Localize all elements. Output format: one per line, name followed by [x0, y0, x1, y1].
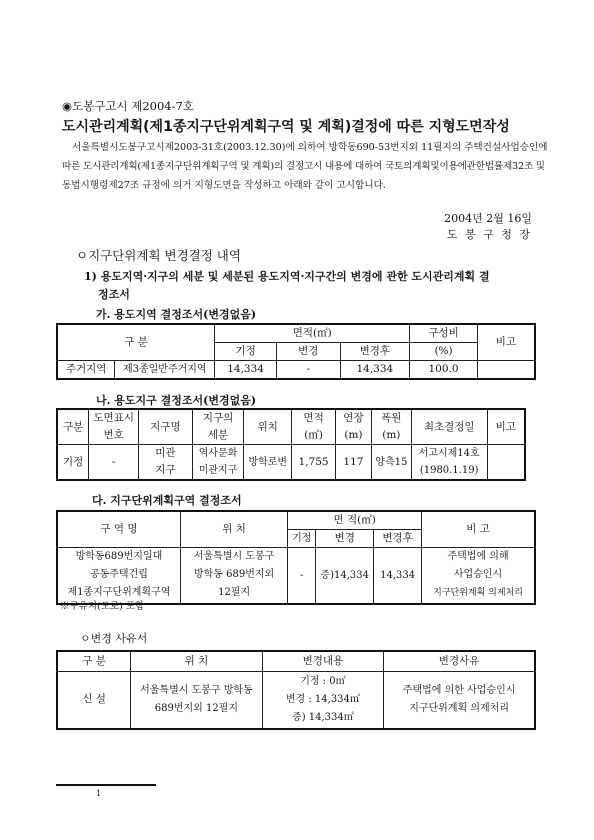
header-change: 변경	[316, 530, 374, 548]
reason-heading: ㅇ변경 사유서	[80, 632, 148, 645]
table-row	[57, 671, 535, 729]
cell-zone-name	[57, 548, 180, 604]
header-location: 위 치	[131, 651, 262, 671]
cell-division: 신 설	[57, 671, 131, 729]
change-reason-table	[56, 650, 536, 730]
loc-line2: 방학동 689번지외	[193, 569, 275, 581]
detail-line1: 지구의	[202, 412, 234, 424]
area-line1: 면적	[303, 412, 324, 424]
cell-detail	[192, 445, 244, 481]
cell-remark	[422, 548, 535, 604]
header-width	[371, 409, 411, 445]
map-number-line1: 도면표시	[93, 412, 134, 424]
cell-division: 기정	[57, 445, 89, 481]
cell-area: 1,755	[292, 445, 336, 481]
header-district-detail	[192, 409, 244, 445]
cell-zone-detail: 제3종일반주거지역	[115, 361, 215, 380]
content-line2: 변경 : 14,334㎡	[285, 693, 360, 705]
width-line2: (m)	[382, 429, 401, 441]
cell-content	[262, 671, 384, 729]
cell-length: 117	[336, 445, 372, 481]
area-line2: (㎡)	[304, 429, 323, 441]
header-division: 구 분	[57, 651, 131, 671]
use-district-table	[56, 408, 526, 481]
land-use-zone-table	[56, 323, 536, 380]
cell-existing: 14,334	[215, 361, 277, 380]
header-remark: 비 고	[422, 511, 535, 548]
body-paragraph	[62, 138, 548, 195]
content-line1: 기정 : 0㎡	[300, 675, 346, 687]
zone-line2: 공동주택건립	[89, 569, 148, 581]
district-unit-plan-table	[56, 510, 536, 605]
cell-after: 14,334	[374, 548, 422, 604]
header-district-name: 지구명	[139, 409, 193, 445]
cell-change: 증)14,334	[316, 548, 374, 604]
remark-line3: 지구단위계획 의제처리	[433, 588, 523, 599]
header-remark: 비고	[487, 409, 525, 445]
zone-line1: 방학동689번지일대	[75, 551, 163, 563]
cell-width: 양측15	[371, 445, 411, 481]
header-division: 구분	[57, 409, 89, 445]
table-ga-title: 가. 용도지역 결정조서(변경없음)	[96, 308, 257, 321]
loc-line3: 12필지	[218, 587, 251, 599]
detail-line2: 세분	[207, 429, 229, 441]
width-line1: 폭원	[381, 412, 402, 424]
reason-loc-line1: 서울특별시 도봉구 방학동	[140, 684, 253, 696]
cell-location	[180, 548, 287, 604]
reason-line1: 주택법에 의한 사업승인시	[402, 684, 516, 696]
cell-existing: -	[288, 548, 316, 604]
footer-rule	[56, 784, 156, 786]
notice-number: ◉도봉구고시 제2004-7호	[62, 99, 194, 113]
district-line1: 미관	[155, 447, 176, 459]
reason-line2: 지구단위계획 의제처리	[409, 702, 509, 714]
cell-location	[131, 671, 262, 729]
header-area: 면 적(㎡)	[288, 511, 422, 530]
length-line1: 연장	[343, 412, 364, 424]
issuing-office: 도 봉 구 청 장	[446, 228, 532, 241]
table-row	[57, 548, 535, 604]
page-number: 1	[96, 789, 102, 798]
header-zone-name: 구 역 명	[57, 511, 180, 548]
length-line2: (m)	[344, 429, 363, 441]
header-existing: 기정	[288, 530, 316, 548]
subsection-heading	[84, 268, 536, 304]
cell-location: 방학로변	[244, 445, 292, 481]
header-map-number	[89, 409, 139, 445]
body-line-2: 따른 도시관리계획(제1종지구단위계획구역 및 계획)의 결정고시 내용에 대하여 국토의계획및이용에관한법률제32조 및	[62, 161, 545, 172]
initial-line2: (1980.1.19)	[419, 465, 479, 476]
cell-remark	[487, 445, 525, 481]
header-ratio: 구성비	[410, 324, 478, 343]
notice-date: 2004년 2월 16일	[444, 212, 532, 225]
header-location: 위치	[244, 409, 292, 445]
cell-remark	[477, 361, 535, 380]
zone-line3: 제1종지구단위계획구역	[67, 587, 171, 599]
cell-after: 14,334	[340, 361, 410, 380]
header-remark: 비고	[477, 324, 535, 361]
header-change: 변경	[276, 343, 340, 361]
footnote: ※구유지(도로) 포함	[60, 601, 145, 612]
table-da-title: 다. 지구단위계획구역 결정조서	[92, 494, 242, 507]
header-length	[336, 409, 372, 445]
subsection-heading-line2: 정조서	[98, 288, 130, 301]
header-division: 구 분	[57, 324, 215, 361]
header-initial-decision: 최초결정일	[411, 409, 487, 445]
map-number-line2: 번호	[103, 429, 124, 441]
subsection-heading-line1: 1) 용도지역·지구의 세분 및 세분된 용도지역·지구간의 변경에 관한 도시관리계획 결	[84, 270, 490, 283]
cell-zone: 주거지역	[57, 361, 115, 380]
header-reason: 변경사유	[384, 651, 535, 671]
loc-line1: 서울특별시 도봉구	[193, 551, 275, 563]
table-row	[57, 445, 525, 481]
document-title: 도시관리계획(제1종지구단위계획구역 및 계획)결정에 따른 지형도면작성	[62, 119, 510, 135]
content-line3: 증) 14,334㎡	[292, 711, 354, 723]
body-line-3: 동법시행령제27조 규정에 의거 지형도면을 작성하고 아래와 같이 고시합니다.	[62, 180, 386, 191]
header-area	[292, 409, 336, 445]
cell-ratio: 100.0	[410, 361, 478, 380]
cell-map-number: -	[89, 445, 139, 481]
district-line2: 지구	[155, 464, 176, 476]
reason-loc-line2: 689번지외 12필지	[154, 702, 239, 714]
header-after: 변경후	[374, 530, 422, 548]
initial-line1: 서고시제14호	[418, 448, 480, 459]
remark-line2: 사업승인시	[453, 569, 503, 581]
remark-line1: 주택법에 의해	[447, 551, 509, 563]
table-na-title: 나. 용도지구 결정조서(변경없음)	[96, 394, 257, 407]
cell-reason	[384, 671, 535, 729]
header-existing: 기정	[215, 343, 277, 361]
section-heading: ㅇ지구단위계획 변경결정 내역	[76, 248, 241, 263]
cell-detail-line1: 역사문화	[198, 448, 238, 459]
header-area: 면적(㎡)	[215, 324, 410, 343]
cell-district	[139, 445, 193, 481]
cell-initial-decision	[411, 445, 487, 481]
header-location: 위 치	[180, 511, 287, 548]
cell-detail-line2: 미관지구	[198, 465, 238, 476]
header-ratio-unit: (%)	[410, 343, 478, 361]
header-content: 변경내용	[262, 651, 384, 671]
body-line-1: 서울특별시도봉구고시제2003-31호(2003.12.30)에 의하여 방학동690-53번지외 11필지의 주택건설사업승인에	[72, 142, 548, 153]
header-after: 변경후	[340, 343, 410, 361]
cell-change: -	[276, 361, 340, 380]
table-row	[57, 361, 535, 380]
